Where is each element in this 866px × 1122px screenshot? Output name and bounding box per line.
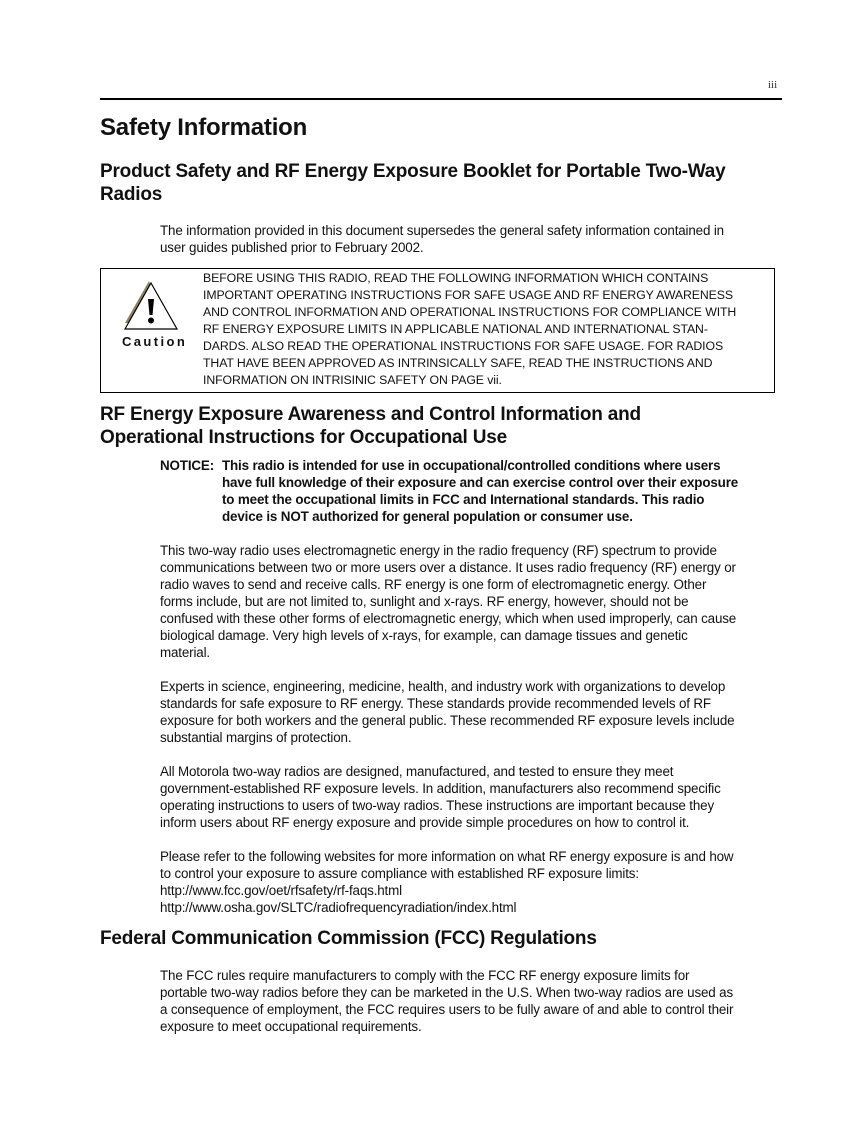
text-line: exposure for both workers and the general public. These recommended RF exposure levels include: [160, 713, 735, 728]
caution-line: THAT HAVE BEEN APPROVED AS INTRINSICALLY SAFE, READ THE INSTRUCTIONS AND: [203, 356, 713, 370]
paragraph-rf-energy: [160, 542, 785, 661]
text-line: confused with these other forms of electromagnetic energy, which when used improperly, can cause: [160, 611, 737, 626]
text-line: exposure to meet occupational requirements.: [160, 1019, 422, 1034]
header-rule: [100, 98, 782, 100]
section-heading-fcc: Federal Communication Commission (FCC) Regulations: [100, 928, 597, 949]
text-line: The FCC rules require manufacturers to comply with the FCC RF energy exposure limits for: [160, 968, 690, 983]
text-line: substantial margins of protection.: [160, 730, 352, 745]
text-line: communications between two or more users over a distance. It uses radio frequency (RF) energy or: [160, 560, 736, 575]
text-line: All Motorola two-way radios are designed, manufactured, and tested to ensure they meet: [160, 764, 674, 779]
fcc-url-link[interactable]: http://www.fcc.gov/oet/rfsafety/rf-faqs.html: [160, 883, 402, 898]
page-title: Safety Information: [100, 114, 308, 141]
caution-line: BEFORE USING THIS RADIO, READ THE FOLLOWING INFORMATION WHICH CONTAINS: [203, 271, 709, 285]
section-heading-product-safety: [100, 160, 726, 206]
paragraph-fcc-rules: [160, 967, 785, 1035]
caution-text: [203, 270, 773, 389]
text-line: Experts in science, engineering, medicine, health, and industry work with organizations to develop: [160, 679, 726, 694]
text-line: material.: [160, 645, 210, 660]
text-line: standards for safe exposure to RF energy. These standards provide recommended levels of RF: [160, 696, 711, 711]
text-line: forms include, but are not limited to, sunlight and x-rays. RF energy, however, should not be: [160, 594, 689, 609]
notice-line: device is NOT authorized for general population or consumer use.: [222, 509, 633, 524]
paragraph-websites: [160, 848, 785, 916]
text-line: portable two-way radios before they can be marketed in the U.S. When two-way radios are used as: [160, 985, 734, 1000]
text-line: biological damage. Very high levels of x-rays, for example, can damage tissues and genetic: [160, 628, 688, 643]
text-line: operating instructions to users of two-way radios. These instructions are important because they: [160, 798, 714, 813]
section-heading-rf-awareness: [100, 403, 641, 449]
osha-url-link[interactable]: http://www.osha.gov/SLTC/radiofrequencyradiation/index.html: [160, 900, 517, 915]
caution-label: Caution: [122, 334, 188, 349]
notice-line: have full knowledge of their exposure and can exercise control over their exposure: [222, 475, 739, 490]
text-line: inform users about RF energy exposure and provide simple procedures on how to control it.: [160, 815, 690, 830]
notice-body: [222, 457, 785, 525]
caution-line: INFORMATION ON INTRISINIC SAFETY ON PAGE vii.: [203, 373, 502, 387]
text-line: a consequence of employment, the FCC requires users to be fully aware of and able to control their: [160, 1002, 734, 1017]
caution-box: [100, 268, 775, 393]
notice-line: This radio is intended for use in occupational/controlled conditions where users: [222, 458, 721, 473]
text-line: government-established RF exposure levels. In addition, manufacturers also recommend specific: [160, 781, 721, 796]
notice-label: NOTICE:: [160, 458, 214, 473]
heading-line: Operational Instructions for Occupational Use: [100, 427, 507, 448]
notice-block: [160, 457, 785, 525]
page-number: iii: [768, 79, 778, 91]
text-line: This two-way radio uses electromagnetic energy in the radio frequency (RF) spectrum to provide: [160, 543, 717, 558]
caution-line: IMPORTANT OPERATING INSTRUCTIONS FOR SAFE USAGE AND RF ENERGY AWARENESS: [203, 288, 733, 302]
caution-line: DARDS. ALSO READ THE OPERATIONAL INSTRUCTIONS FOR SAFE USAGE. FOR RADIOS: [203, 339, 724, 353]
text-line: user guides published prior to February 2002.: [160, 240, 424, 255]
caution-line: AND CONTROL INFORMATION AND OPERATIONAL INSTRUCTIONS FOR COMPLIANCE WITH: [203, 305, 737, 319]
intro-paragraph: [160, 222, 785, 256]
text-line: radio waves to send and receive calls. RF energy is one form of electromagnetic energy. Other: [160, 577, 707, 592]
text-line: Please refer to the following websites for more information on what RF energy exposure is and how: [160, 849, 734, 864]
paragraph-motorola: [160, 763, 785, 831]
heading-line: Product Safety and RF Energy Exposure Booklet for Portable Two-Way: [100, 161, 726, 182]
heading-line: RF Energy Exposure Awareness and Control Information and: [100, 404, 641, 425]
text-line: The information provided in this document supersedes the general safety information contained in: [160, 223, 724, 238]
caution-line: RF ENERGY EXPOSURE LIMITS IN APPLICABLE NATIONAL AND INTERNATIONAL STAN-: [203, 322, 708, 336]
heading-line: Radios: [100, 184, 163, 205]
notice-line: to meet the occupational limits in FCC and International standards. This radio: [222, 492, 705, 507]
paragraph-experts: [160, 678, 785, 746]
text-line: to control your exposure to assure compliance with established RF exposure limits:: [160, 866, 639, 881]
